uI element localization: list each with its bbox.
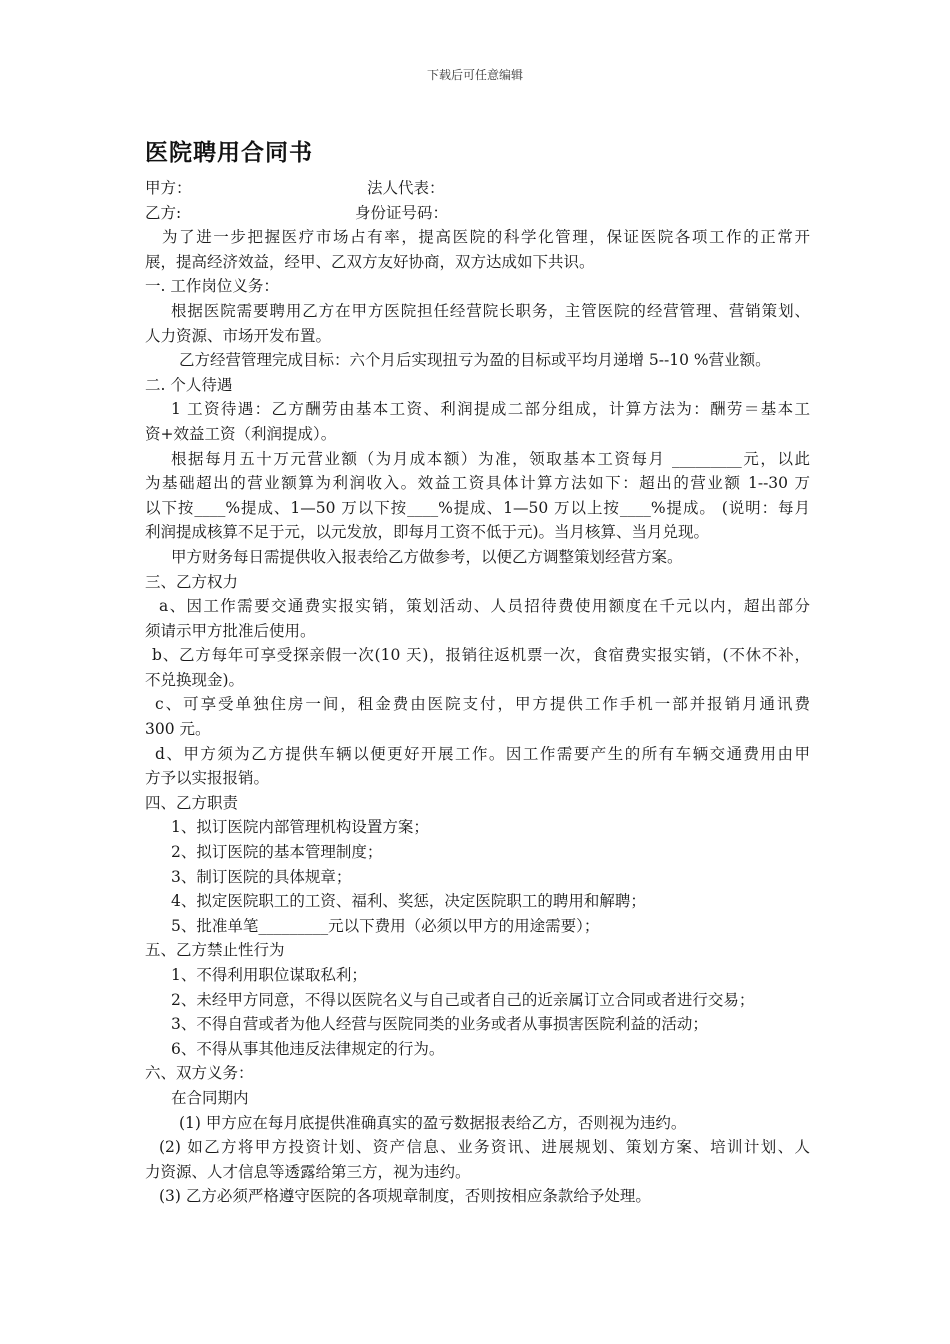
list-item: c、可享受单独住房一间，租金费由医院支付，甲方提供工作手机一部并报销月通讯费 xyxy=(155,695,810,714)
section-heading: 六、双方义务： xyxy=(145,1064,254,1083)
paragraph-line: 乙方经营管理完成目标：六个月后实现扭亏为盈的目标或平均月递增 5--10 %营业额。 xyxy=(179,351,771,370)
list-item: (3) 乙方必须严格遵守医院的各项规章制度，否则按相应条款给予处理。 xyxy=(159,1187,651,1206)
list-item: 3、不得自营或者为他人经营与医院同类的业务或者从事损害医院利益的活动； xyxy=(171,1015,708,1034)
party-a-label: 甲方： xyxy=(145,179,192,197)
paragraph-line: 甲方财务每日需提供收入报表给乙方做参考，以便乙方调整策划经营方案。 xyxy=(171,547,683,566)
list-item: b、乙方每年可享受探亲假一次(10 天)，报销往返机票一次，食宿费实报实销，(不休不补， xyxy=(152,646,810,665)
legal-rep-label: 法人代表： xyxy=(367,179,445,197)
list-item-continuation: 力资源、人才信息等透露给第三方，视为违约。 xyxy=(145,1162,471,1181)
section-heading: 五、乙方禁止性行为 xyxy=(145,941,285,960)
list-item: a、因工作需要交通费实报实销，策划活动、人员招待费使用额度在千元以内，超出部分 xyxy=(159,597,810,616)
paragraph-line: 资+效益工资（利润提成）。 xyxy=(145,424,337,443)
list-item: 1、拟订医院内部管理机构设置方案； xyxy=(171,818,429,837)
list-item: 4、拟定医院职工的工资、福利、奖惩，决定医院职工的聘用和解聘； xyxy=(171,892,646,911)
list-item: 2、拟订医院的基本管理制度； xyxy=(171,843,383,862)
list-item-continuation: 300 元。 xyxy=(145,720,211,739)
party-b-row xyxy=(145,201,810,226)
paragraph-line: 根据医院需要聘用乙方在甲方医院担任经营院长职务，主管医院的经营管理、营销策划、 xyxy=(171,301,810,320)
section-heading: 一. 工作岗位义务： xyxy=(145,277,279,296)
section-heading: 二. 个人待遇 xyxy=(145,375,233,394)
paragraph-line: 根据每月五十万元营业额（为月成本额）为准，领取基本工资每月 _________元，以此 xyxy=(171,449,810,468)
paragraph-line: 利润提成核算不足于元，以元发放，即每月工资不低于元)。当月核算、当月兑现。 xyxy=(145,523,710,542)
section-heading: 三、乙方权力 xyxy=(145,572,239,591)
paragraph-line: 1 工资待遇：乙方酬劳由基本工资、利润提成二部分组成，计算方法为：酬劳＝基本工 xyxy=(171,400,810,419)
list-item-continuation: 方予以实报报销。 xyxy=(145,769,270,788)
header-note: 下载后可任意编辑 xyxy=(426,68,523,82)
section-heading: 四、乙方职责 xyxy=(145,793,239,812)
paragraph-line: 在合同期内 xyxy=(171,1088,249,1107)
list-item: d、甲方须为乙方提供车辆以便更好开展工作。因工作需要产生的所有车辆交通费用由甲 xyxy=(155,744,810,763)
document-body xyxy=(145,176,810,1209)
list-item: 5、批准单笔_________元以下费用（必须以甲方的用途需要）； xyxy=(171,916,600,935)
party-b-label: 乙方: xyxy=(145,203,182,222)
preamble-line: 展，提高经济效益，经甲、乙双方友好协商，双方达成如下共识。 xyxy=(145,252,595,271)
document-title: 医院聘用合同书 xyxy=(145,140,313,166)
list-item: 3、制订医院的具体规章； xyxy=(171,867,352,886)
list-item: 1、不得利用职位谋取私利； xyxy=(171,966,367,984)
paragraph-line: 人力资源、市场开发布置。 xyxy=(145,326,332,345)
id-number-label: 身份证号码： xyxy=(355,203,449,222)
list-item-continuation: 不兑换现金)。 xyxy=(145,670,245,689)
list-item: (2) 如乙方将甲方投资计划、资产信息、业务资讯、进展规划、策划方案、培训计划、人 xyxy=(159,1138,810,1157)
party-a-row xyxy=(145,176,810,201)
list-item: (1) 甲方应在每月底提供准确真实的盈亏数据报表给乙方，否则视为违约。 xyxy=(179,1113,687,1132)
paragraph-line: 为基础超出的营业额算为利润收入。效益工资具体计算方法如下：超出的营业额 1--30 万 xyxy=(145,474,810,493)
list-item: 2、未经甲方同意，不得以医院名义与自己或者自己的近亲属订立合同或者进行交易； xyxy=(171,990,755,1009)
preamble-line: 为了进一步把握医疗市场占有率，提高医院的科学化管理，保证医院各项工作的正常开 xyxy=(162,228,810,247)
paragraph-line: 以下按____%提成、1—50 万以下按____%提成、1—50 万以上按____%提成。 (说明：每月 xyxy=(145,498,810,517)
list-item: 6、不得从事其他违反法律规定的行为。 xyxy=(171,1039,445,1058)
list-item-continuation: 须请示甲方批准后使用。 xyxy=(145,621,316,640)
